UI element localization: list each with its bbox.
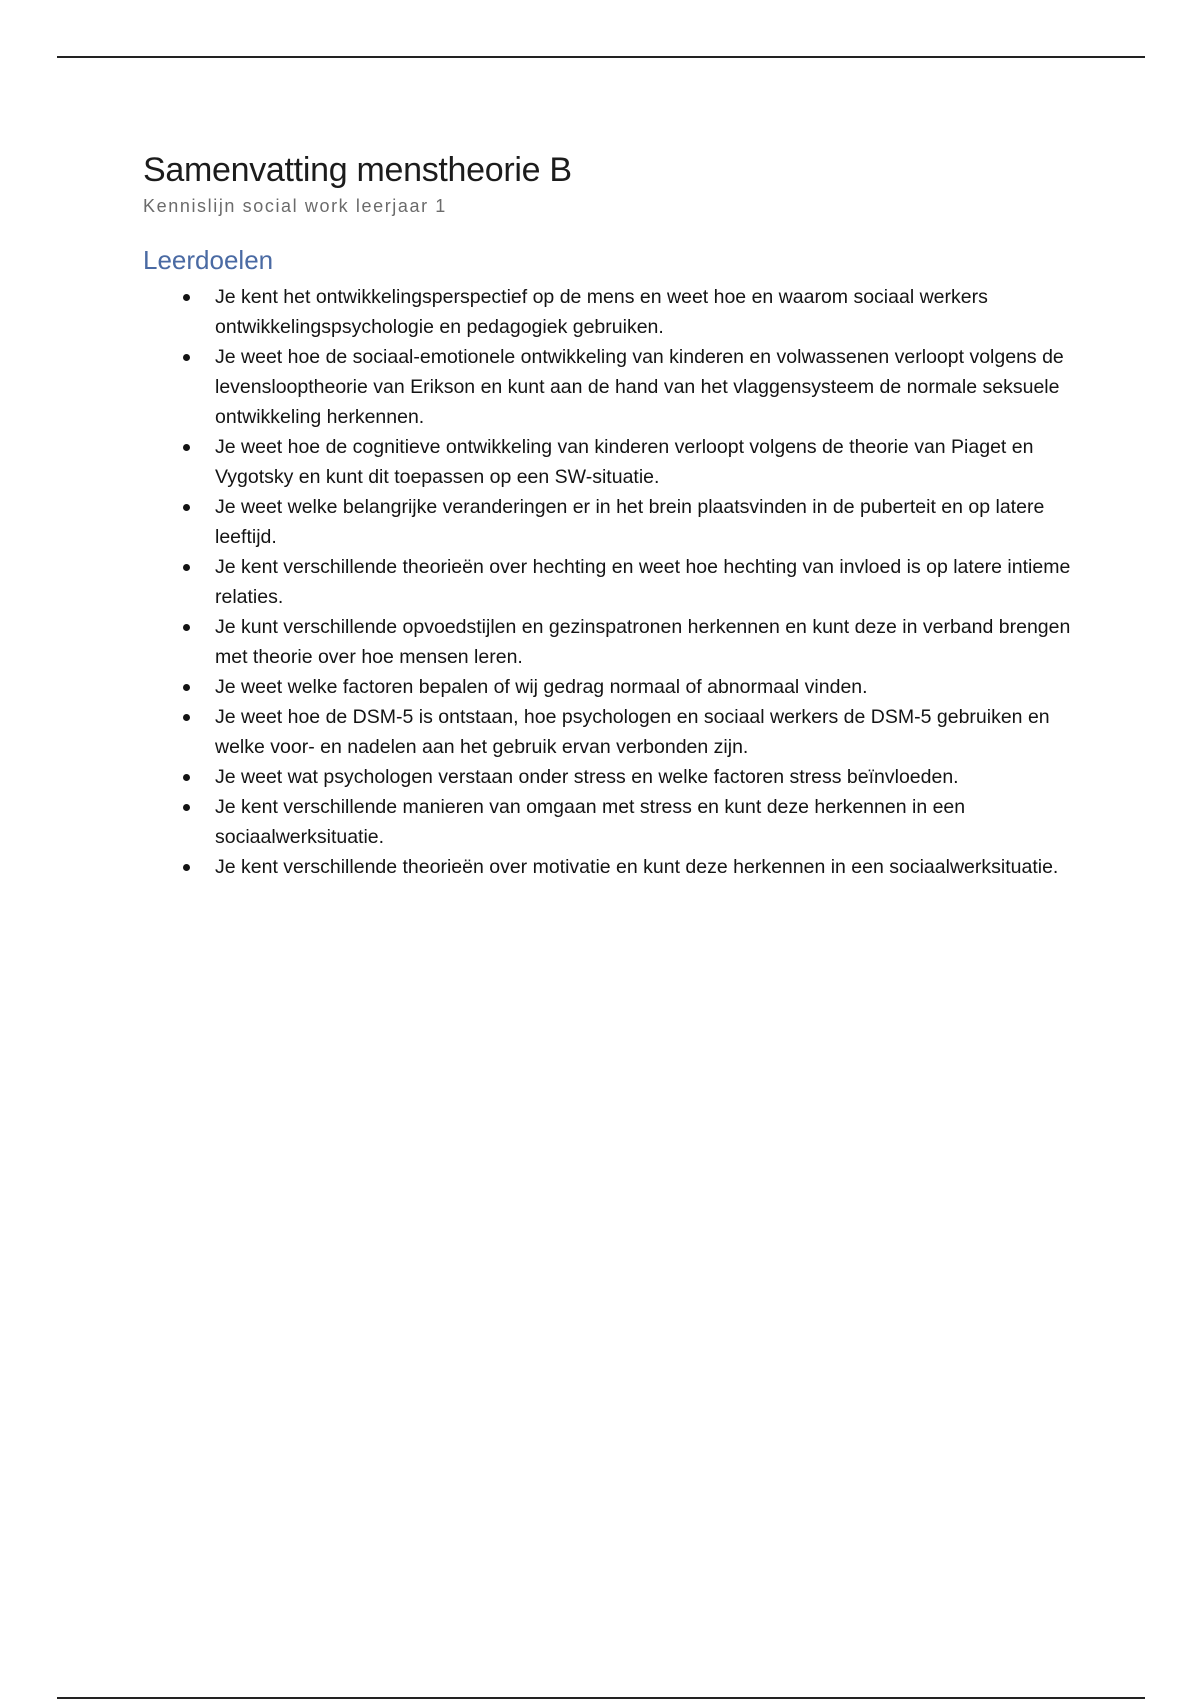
page-content <box>143 148 1073 882</box>
learning-goals-list <box>143 282 1073 882</box>
document-title: Samenvatting menstheorie B <box>143 151 572 189</box>
bullet-icon <box>183 774 190 781</box>
list-item <box>143 612 1073 672</box>
bullet-icon <box>183 354 190 361</box>
bullet-icon <box>183 804 190 811</box>
list-item <box>143 282 1073 342</box>
list-item-text: Je weet hoe de DSM-5 is ontstaan, hoe psychologen en sociaal werkers de DSM-5 gebruiken en welke voor- en nadelen aan het gebruik ervan verbonden zijn. <box>215 706 1050 758</box>
list-item-text: Je kent het ontwikkelingsperspectief op de mens en weet hoe en waarom sociaal werkers ontwikkelingspsychologie en pedagogiek gebruiken. <box>215 286 988 338</box>
list-item-text: Je weet hoe de cognitieve ontwikkeling van kinderen verloopt volgens de theorie van Piaget en Vygotsky en kunt dit toepassen op een SW-situatie. <box>215 436 1034 488</box>
list-item-text: Je kent verschillende theorieën over hechting en weet hoe hechting van invloed is op latere intieme relaties. <box>215 556 1071 608</box>
bullet-icon <box>183 294 190 301</box>
list-item <box>143 852 1073 882</box>
bullet-icon <box>183 714 190 721</box>
bullet-icon <box>183 564 190 571</box>
list-item-text: Je weet hoe de sociaal-emotionele ontwikkeling van kinderen en volwassenen verloopt volgens de levenslooptheorie van Erikson en kunt aan de hand van het vlaggensysteem de normale seksuele ontwikkeling herkennen. <box>215 346 1064 428</box>
document-subtitle: Kennislijn social work leerjaar 1 <box>143 196 447 216</box>
list-item <box>143 552 1073 612</box>
list-item-text: Je weet welke factoren bepalen of wij gedrag normaal of abnormaal vinden. <box>215 676 868 698</box>
list-item <box>143 342 1073 432</box>
list-item-text: Je weet wat psychologen verstaan onder stress en welke factoren stress beïnvloeden. <box>215 766 959 788</box>
footer-rule <box>57 1697 1145 1699</box>
list-item <box>143 702 1073 762</box>
section-heading-leerdoelen: Leerdoelen <box>143 245 274 275</box>
bullet-icon <box>183 684 190 691</box>
list-item-text: Je kunt verschillende opvoedstijlen en gezinspatronen herkennen en kunt deze in verband brengen met theorie over hoe mensen leren. <box>215 616 1071 668</box>
bullet-icon <box>183 444 190 451</box>
list-item <box>143 762 1073 792</box>
list-item <box>143 492 1073 552</box>
list-item-text: Je kent verschillende manieren van omgaan met stress en kunt deze herkennen in een sociaalwerksituatie. <box>215 796 966 848</box>
header-rule <box>57 56 1145 58</box>
bullet-icon <box>183 624 190 631</box>
bullet-icon <box>183 864 190 871</box>
list-item <box>143 792 1073 852</box>
list-item-text: Je kent verschillende theorieën over motivatie en kunt deze herkennen in een sociaalwerksituatie. <box>215 856 1059 878</box>
bullet-icon <box>183 504 190 511</box>
list-item-text: Je weet welke belangrijke veranderingen er in het brein plaatsvinden in de puberteit en op latere leeftijd. <box>215 496 1045 548</box>
list-item <box>143 432 1073 492</box>
list-item <box>143 672 1073 702</box>
